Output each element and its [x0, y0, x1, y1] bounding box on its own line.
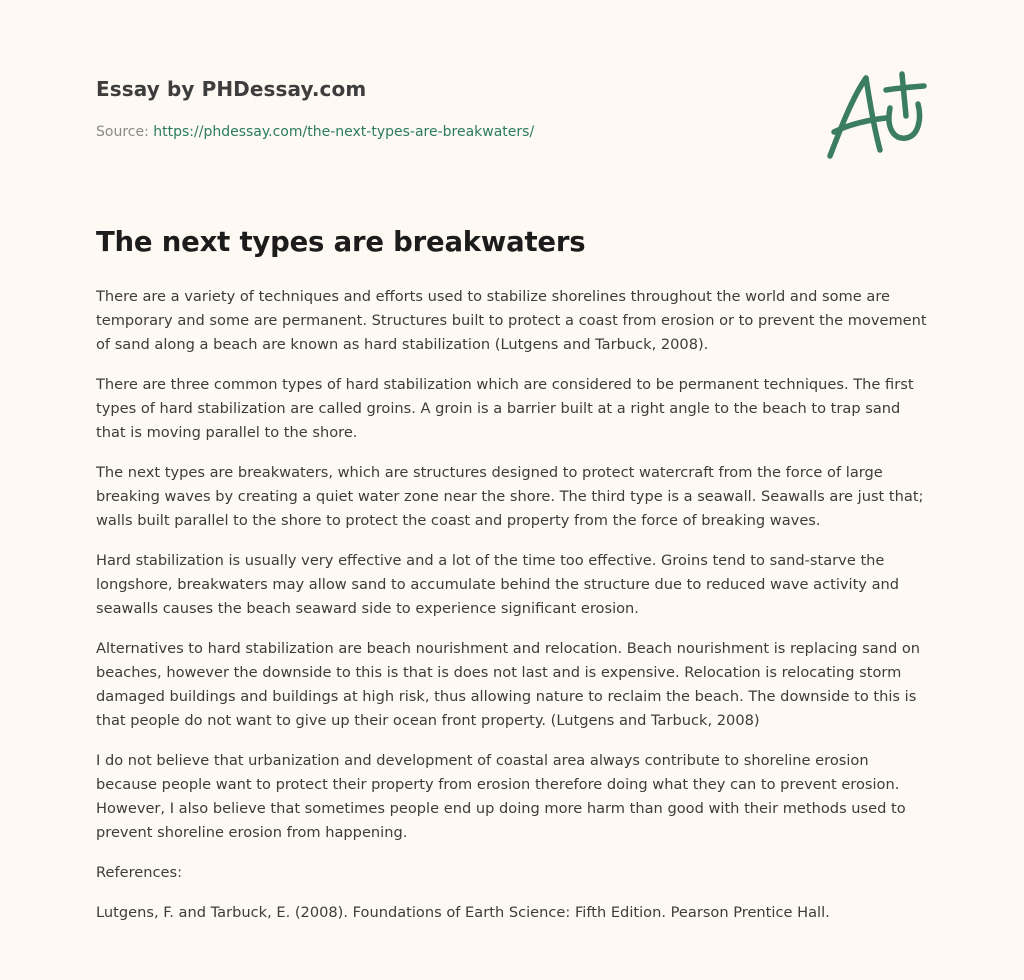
- essay-paragraph: Hard stabilization is usually very effective and a lot of the time too effective. Groins tend to sand-starve the longshore, breakwaters may allow sand to accumulate behind the structure due to reduced wave activity and seawalls causes the beach seaward side to experience significant erosion.: [96, 552, 900, 617]
- source-line: [96, 124, 534, 140]
- essay-paragraph: Alternatives to hard stabilization are beach nourishment and relocation. Beach nourishment is replacing sand on beaches, however the downside to this is that is does not last and is expensive. Relocation is relocating storm damaged buildings and buildings at high risk, thus allowing nature to reclaim the beach. The downside to this is that people do not want to give up their ocean front property. (Lutgens and Tarbuck, 2008): [96, 640, 921, 729]
- source-label: Source:: [96, 124, 149, 140]
- essay-title: The next types are breakwaters: [96, 226, 586, 258]
- site-brand: Essay by PHDessay.com: [96, 77, 367, 101]
- references-heading: References:: [96, 864, 183, 881]
- essay-paragraph: There are three common types of hard stabilization which are considered to be permanent techniques. The first types of hard stabilization are called groins. A groin is a barrier built at a right angle to the beach to trap sand that is moving parallel to the shore.: [96, 376, 914, 441]
- reference-entry: Lutgens, F. and Tarbuck, E. (2008). Foundations of Earth Science: Fifth Edition. Pearson Prentice Hall.: [96, 904, 830, 921]
- essay-paragraph: The next types are breakwaters, which are structures designed to protect watercraft from the force of large breaking waves by creating a quiet water zone near the shore. The third type is a seawall. Seawalls are just that; walls built parallel to the shore to protect the coast and property from the force of breaking waves.: [96, 464, 924, 529]
- a-plus-grade-icon: [822, 68, 930, 164]
- essay-paragraph: There are a variety of techniques and efforts used to stabilize shorelines throughout the world and some are temporary and some are permanent. Structures built to protect a coast from erosion or to prevent the movement of sand along a beach are known as hard stabilization (Lutgens and Tarbuck, 2008).: [96, 288, 927, 353]
- essay-paragraph: I do not believe that urbanization and development of coastal area always contribute to shoreline erosion because people want to protect their property from erosion therefore doing what they can to prevent erosion. However, I also believe that sometimes people end up doing more harm than good with their methods used to prevent shoreline erosion from happening.: [96, 752, 906, 841]
- source-link[interactable]: https://phdessay.com/the-next-types-are-breakwaters/: [153, 124, 535, 140]
- essay-body: [96, 285, 928, 941]
